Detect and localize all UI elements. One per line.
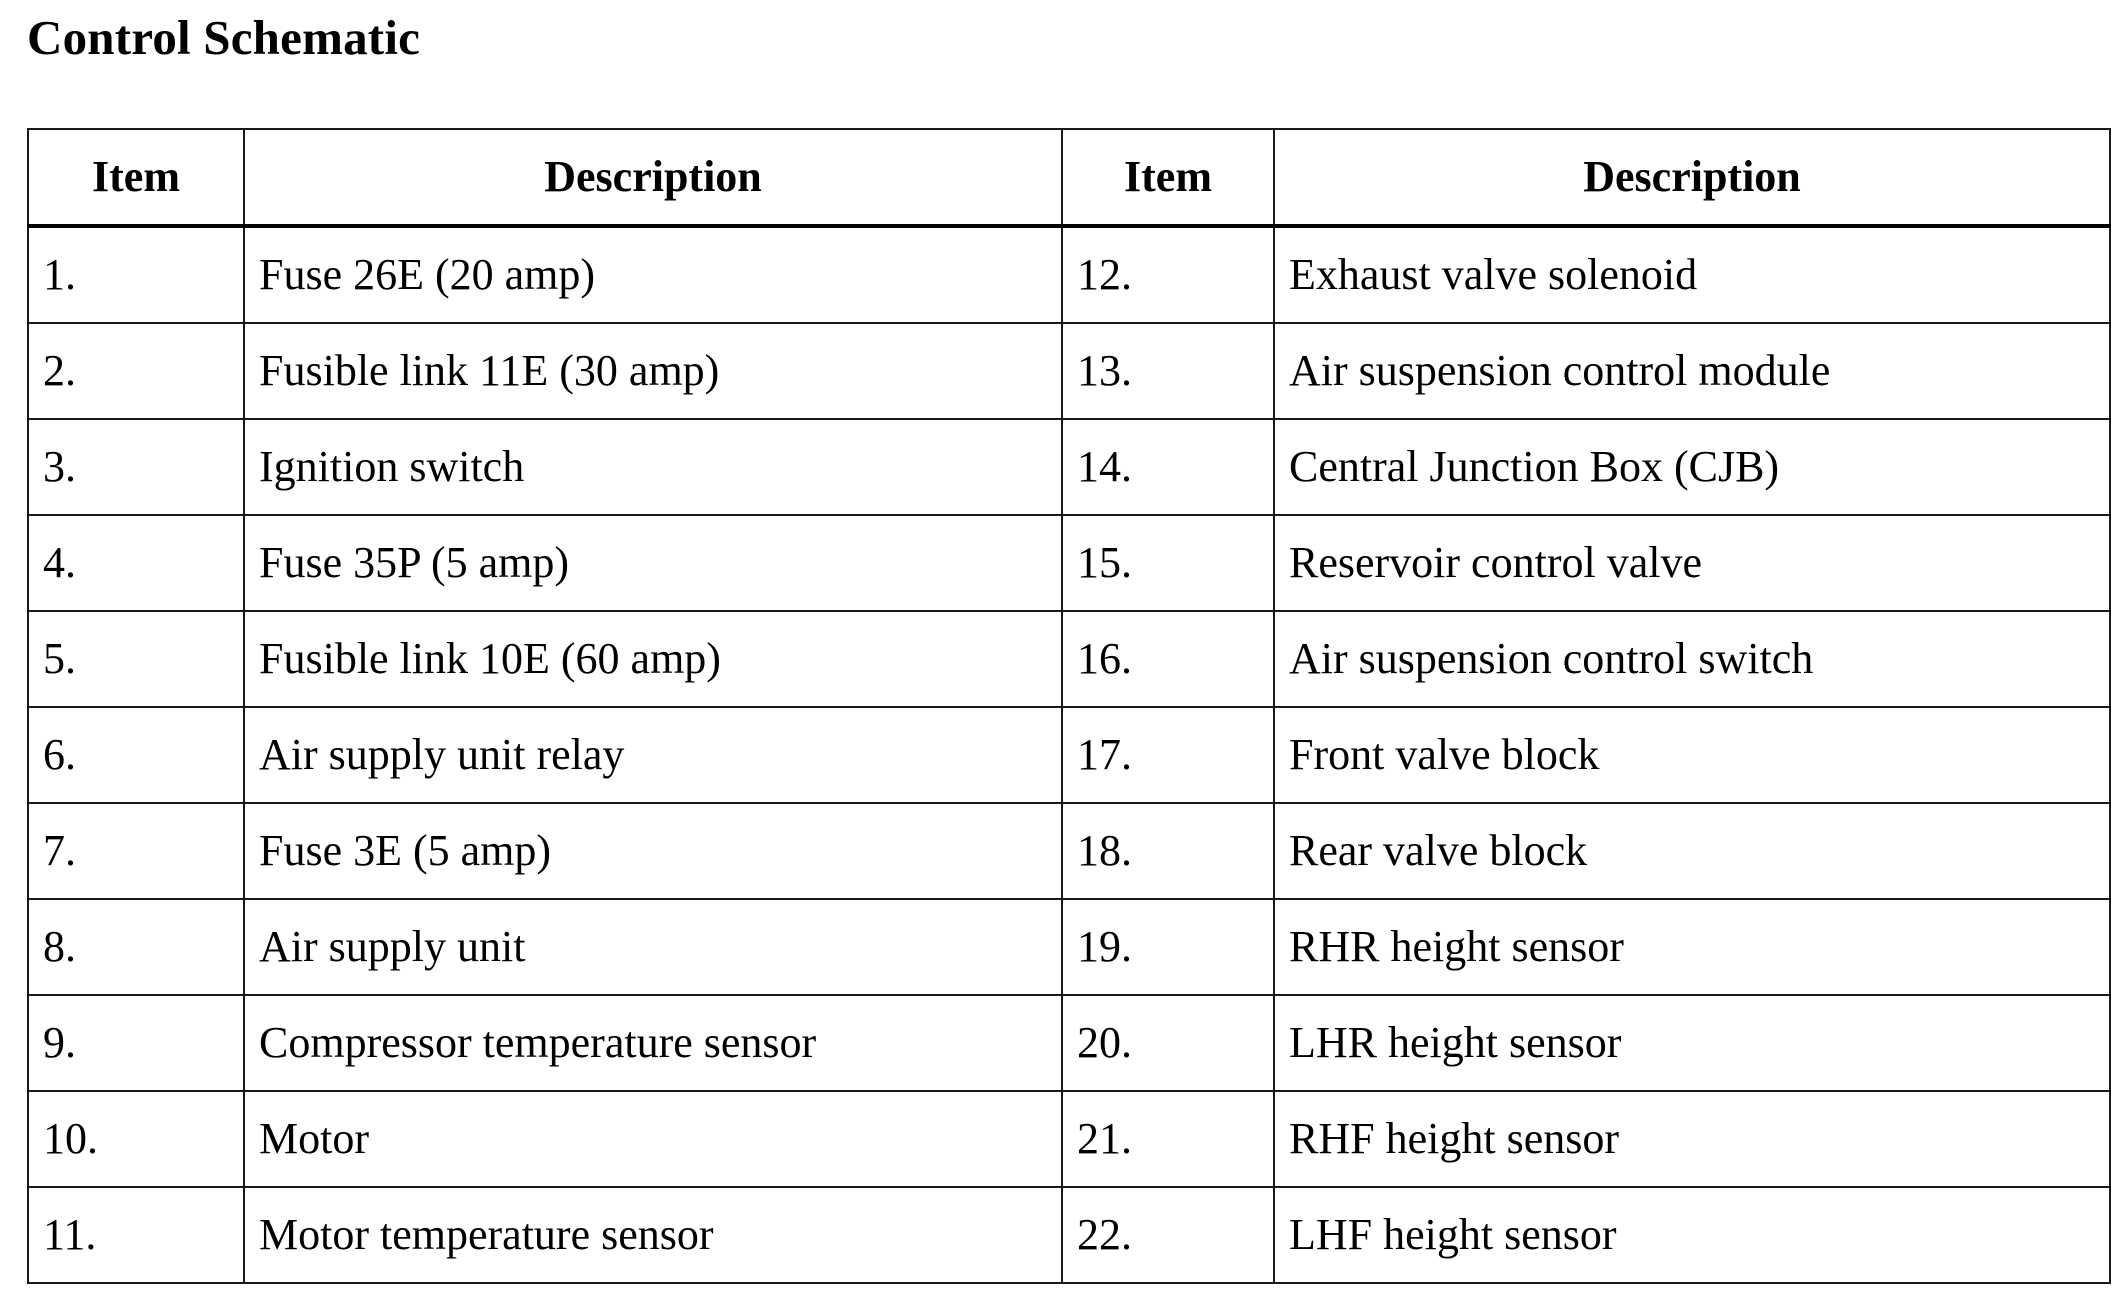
item-description: Air suspension control module bbox=[1274, 323, 2110, 419]
item-description: LHR height sensor bbox=[1274, 995, 2110, 1091]
table-row bbox=[28, 323, 2110, 419]
item-number: 5. bbox=[28, 611, 244, 707]
item-number: 9. bbox=[28, 995, 244, 1091]
table-header-row bbox=[28, 129, 2110, 226]
table-row bbox=[28, 707, 2110, 803]
item-description: Central Junction Box (CJB) bbox=[1274, 419, 2110, 515]
header-item-left: Item bbox=[28, 129, 244, 226]
item-description: Fusible link 10E (60 amp) bbox=[244, 611, 1062, 707]
item-number: 14. bbox=[1062, 419, 1274, 515]
item-description: RHR height sensor bbox=[1274, 899, 2110, 995]
item-number: 18. bbox=[1062, 803, 1274, 899]
table-row bbox=[28, 1187, 2110, 1283]
item-number: 13. bbox=[1062, 323, 1274, 419]
item-description: Air supply unit bbox=[244, 899, 1062, 995]
item-number: 11. bbox=[28, 1187, 244, 1283]
item-description: Front valve block bbox=[1274, 707, 2110, 803]
table-row bbox=[28, 1091, 2110, 1187]
item-number: 19. bbox=[1062, 899, 1274, 995]
item-description: Exhaust valve solenoid bbox=[1274, 226, 2110, 323]
table-row bbox=[28, 803, 2110, 899]
item-description: Motor temperature sensor bbox=[244, 1187, 1062, 1283]
item-description: Ignition switch bbox=[244, 419, 1062, 515]
item-number: 10. bbox=[28, 1091, 244, 1187]
item-description: Fusible link 11E (30 amp) bbox=[244, 323, 1062, 419]
table-row bbox=[28, 611, 2110, 707]
item-number: 3. bbox=[28, 419, 244, 515]
table-row bbox=[28, 419, 2110, 515]
table-row bbox=[28, 995, 2110, 1091]
item-number: 4. bbox=[28, 515, 244, 611]
item-description: RHF height sensor bbox=[1274, 1091, 2110, 1187]
item-number: 17. bbox=[1062, 707, 1274, 803]
item-number: 6. bbox=[28, 707, 244, 803]
item-description: Compressor temperature sensor bbox=[244, 995, 1062, 1091]
item-description: Fuse 35P (5 amp) bbox=[244, 515, 1062, 611]
item-number: 8. bbox=[28, 899, 244, 995]
header-item-right: Item bbox=[1062, 129, 1274, 226]
item-number: 16. bbox=[1062, 611, 1274, 707]
item-description: Motor bbox=[244, 1091, 1062, 1187]
item-number: 12. bbox=[1062, 226, 1274, 323]
item-number: 20. bbox=[1062, 995, 1274, 1091]
item-number: 21. bbox=[1062, 1091, 1274, 1187]
page-title: Control Schematic bbox=[27, 10, 421, 65]
header-description-right: Description bbox=[1274, 129, 2110, 226]
item-description: Reservoir control valve bbox=[1274, 515, 2110, 611]
item-number: 1. bbox=[28, 226, 244, 323]
item-description: Fuse 3E (5 amp) bbox=[244, 803, 1062, 899]
item-description: Air suspension control switch bbox=[1274, 611, 2110, 707]
item-description: Air supply unit relay bbox=[244, 707, 1062, 803]
table-row bbox=[28, 899, 2110, 995]
item-number: 22. bbox=[1062, 1187, 1274, 1283]
table-row bbox=[28, 515, 2110, 611]
item-description: LHF height sensor bbox=[1274, 1187, 2110, 1283]
item-number: 15. bbox=[1062, 515, 1274, 611]
schematic-table bbox=[27, 128, 2111, 1284]
item-description: Fuse 26E (20 amp) bbox=[244, 226, 1062, 323]
item-number: 2. bbox=[28, 323, 244, 419]
item-number: 7. bbox=[28, 803, 244, 899]
table-row bbox=[28, 226, 2110, 323]
item-description: Rear valve block bbox=[1274, 803, 2110, 899]
header-description-left: Description bbox=[244, 129, 1062, 226]
